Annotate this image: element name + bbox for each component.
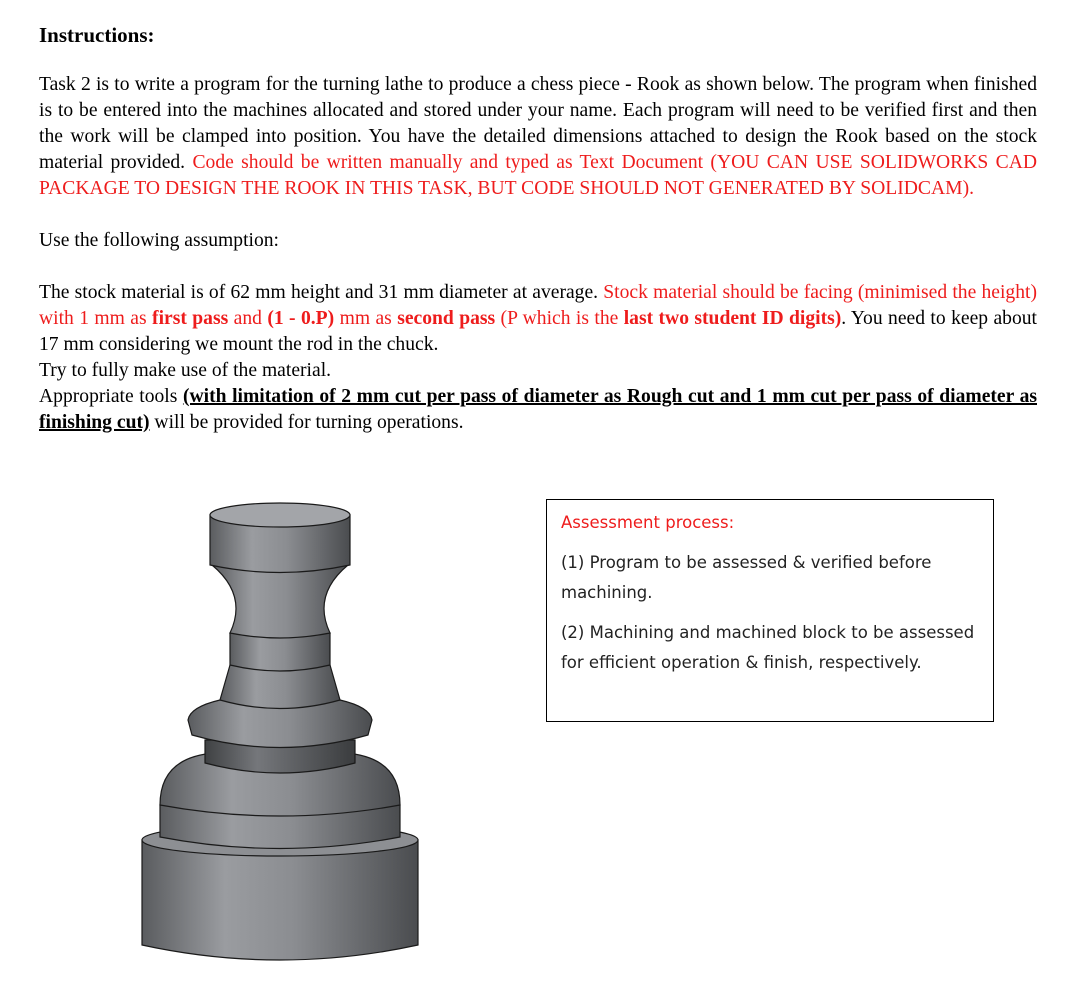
rook-chess-piece-image <box>130 495 430 970</box>
material-use-text: Try to fully make use of the material. <box>39 360 332 381</box>
task-description <box>39 72 1037 202</box>
second-pass-formula: (1 - 0.P) <box>267 308 335 329</box>
assessment-item-1: (1) Program to be assessed & verified before machining. <box>561 553 932 602</box>
and-text: and <box>233 308 262 329</box>
tools-text: Appropriate tools <box>39 386 178 407</box>
p-definition-text: (P which is the <box>500 308 619 329</box>
stock-size-text: The stock material is of 62 mm height and 31 mm diameter at average. <box>39 282 599 303</box>
student-id-text: last two student ID digits) <box>623 308 842 329</box>
instructions-heading: Instructions: <box>39 23 155 47</box>
first-pass-text: first pass <box>152 308 229 329</box>
second-pass-text: second pass <box>397 308 496 329</box>
assessment-box <box>546 499 994 722</box>
assessment-title: Assessment process: <box>561 513 735 532</box>
document-body <box>39 20 1037 436</box>
chuck-text: . You need to keep about 17 mm considering we mount the rod in the chuck. <box>39 308 1037 355</box>
mm-as-text: mm as <box>339 308 392 329</box>
code-requirement-text: Code should be written manually and typed as Text Document (YOU CAN USE SOLIDWORKS CAD PACKAGE TO DESIGN THE ROOK IN THIS TASK, BUT CODE SHOULD NOT GENERATED BY SOLIDCAM). <box>39 152 1037 199</box>
tools-provided-text: will be provided for turning operations. <box>154 412 464 433</box>
assumption-details <box>39 280 1037 436</box>
assumption-intro: Use the following assumption: <box>39 230 280 251</box>
tool-limitation-text: (with limitation of 2 mm cut per pass of diameter as Rough cut and 1 mm cut per pass of diameter as finishing cut) <box>39 386 1037 433</box>
task-description-text: Task 2 is to write a program for the turning lathe to produce a chess piece - Rook as shown below. The program when finished is to be entered into the machines allocated and stored under your name. Each program will need to be verified first and then the work will be clamped into position. You have the detailed dimensions attached to design the Rook based on the stock material provided. <box>39 74 1037 173</box>
facing-text: Stock material should be facing (minimised the height) with 1 mm as <box>39 282 1037 329</box>
assessment-item-2: (2) Machining and machined block to be assessed for efficient operation & finish, respectively. <box>561 623 975 672</box>
